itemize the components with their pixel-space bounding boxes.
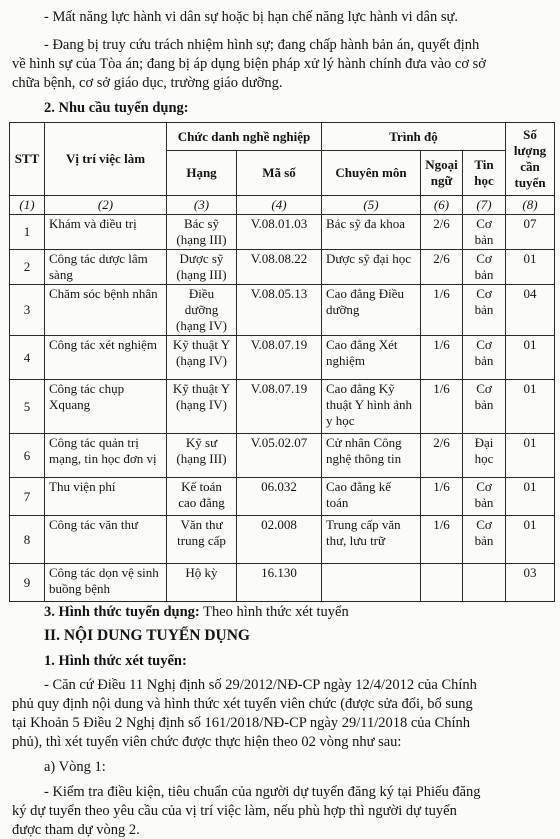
cell-quota: 01	[506, 380, 555, 434]
header-foreign-language: Ngoại ngữ	[421, 151, 463, 196]
cell-stt: 3	[10, 285, 45, 336]
cell-foreign-language: 1/6	[421, 285, 463, 336]
table-row	[10, 380, 555, 434]
cell-rank: Kế toán cao đẳng	[167, 478, 237, 516]
cell-stt: 2	[10, 250, 45, 285]
cell-code: 02.008	[237, 516, 322, 564]
cell-rank: Dược sỹ (hạng III)	[167, 250, 237, 285]
paragraph-round1-line1: - Kiểm tra điều kiện, tiêu chuẩn của người dự tuyển đăng ký tại Phiếu đăng	[44, 784, 481, 800]
heading-selection-form: 1. Hình thức xét tuyển:	[44, 653, 187, 669]
cell-stt: 7	[10, 478, 45, 516]
index-cell: (5)	[322, 196, 421, 215]
header-stt: STT	[10, 123, 45, 196]
cell-it: Cơ bản	[463, 380, 506, 434]
index-cell: (3)	[167, 196, 237, 215]
cell-code: V.08.07.19	[237, 380, 322, 434]
paragraph-legal-basis-line1: - Căn cứ Điều 11 Nghị định số 29/2012/NĐ-CP ngày 12/4/2012 của Chính	[44, 677, 477, 693]
cell-foreign-language	[421, 564, 463, 602]
cell-foreign-language: 2/6	[421, 215, 463, 250]
cell-rank: Điều dưỡng (hạng IV)	[167, 285, 237, 336]
heading-recruitment-content: II. NỘI DUNG TUYỂN DỤNG	[44, 627, 250, 644]
paragraph-legal-basis-line4: phủ), thì xét tuyển viên chức được thực hiện theo 02 vòng như sau:	[12, 734, 402, 750]
paragraph-prosecuted-line3: chữa bệnh, cơ sở giáo dục, trường giáo dưỡng.	[12, 75, 283, 91]
table-row	[10, 478, 555, 516]
cell-specialty: Cao đẳng Điều dưỡng	[322, 285, 421, 336]
cell-quota: 01	[506, 250, 555, 285]
table-row	[10, 564, 555, 602]
cell-quota: 01	[506, 336, 555, 380]
cell-stt: 8	[10, 516, 45, 564]
table-header-row	[10, 123, 555, 151]
header-quota: Số lượng cần tuyển	[506, 123, 555, 196]
paragraph-legal-basis-line3: tại Khoản 5 Điều 2 Nghị định số 161/2018/NĐ-CP ngày 29/11/2018 của Chính	[12, 715, 471, 731]
cell-position: Thu viện phí	[45, 478, 167, 516]
cell-code: V.08.05.13	[237, 285, 322, 336]
cell-specialty: Cao đẳng Xét nghiệm	[322, 336, 421, 380]
cell-stt: 6	[10, 434, 45, 478]
cell-position: Công tác quản trị mạng, tin học đơn vị	[45, 434, 167, 478]
cell-specialty: Cao đẳng Kỹ thuật Y hình ảnh y học	[322, 380, 421, 434]
cell-specialty: Bác sỹ đa khoa	[322, 215, 421, 250]
cell-foreign-language: 1/6	[421, 478, 463, 516]
cell-rank: Kỹ thuật Y (hạng IV)	[167, 380, 237, 434]
cell-quota: 01	[506, 434, 555, 478]
cell-foreign-language: 2/6	[421, 250, 463, 285]
cell-it: Cơ bản	[463, 215, 506, 250]
table-row	[10, 516, 555, 564]
table-row	[10, 250, 555, 285]
paragraph-prosecuted-line2: về hình sự của Tòa án; đang bị áp dụng biện pháp xử lý hành chính đưa vào cơ sở	[12, 56, 486, 72]
cell-quota: 01	[506, 478, 555, 516]
index-cell: (1)	[10, 196, 45, 215]
paragraph-incapacity: - Mất năng lực hành vi dân sự hoặc bị hạn chế năng lực hành vi dân sự.	[44, 9, 458, 25]
cell-code: V.08.08.22	[237, 250, 322, 285]
index-cell: (8)	[506, 196, 555, 215]
cell-position: Công tác dọn vệ sinh buồng bệnh	[45, 564, 167, 602]
paragraph-round1-line3: được tham dự vòng 2.	[12, 822, 140, 838]
cell-specialty: Cao đẳng kế toán	[322, 478, 421, 516]
cell-code: V.08.07.19	[237, 336, 322, 380]
table-index-row	[10, 196, 555, 215]
index-cell: (4)	[237, 196, 322, 215]
section-recruitment-form-label: 3. Hình thức tuyển dụng:	[44, 604, 200, 620]
index-cell: (2)	[45, 196, 167, 215]
cell-position: Khám và điều trị	[45, 215, 167, 250]
section-heading-recruitment-needs: 2. Nhu cầu tuyển dụng:	[44, 100, 189, 116]
header-code: Mã số	[237, 151, 322, 196]
cell-position: Công tác chụp Xquang	[45, 380, 167, 434]
header-it: Tin học	[463, 151, 506, 196]
paragraph-round1-line2: ký dự tuyển theo yêu cầu của vị trí việc làm, nếu phù hợp thì người dự tuyển	[12, 803, 457, 819]
cell-quota: 01	[506, 516, 555, 564]
cell-foreign-language: 1/6	[421, 380, 463, 434]
cell-foreign-language: 1/6	[421, 516, 463, 564]
cell-specialty: Cử nhân Công nghệ thông tin	[322, 434, 421, 478]
cell-quota: 07	[506, 215, 555, 250]
cell-stt: 5	[10, 380, 45, 434]
cell-stt: 9	[10, 564, 45, 602]
cell-stt: 1	[10, 215, 45, 250]
header-level-group: Trình độ	[322, 123, 506, 151]
cell-quota: 04	[506, 285, 555, 336]
cell-position: Công tác xét nghiệm	[45, 336, 167, 380]
paragraph-prosecuted-line1: - Đang bị truy cứu trách nhiệm hình sự; đang chấp hành bản án, quyết định	[44, 37, 480, 53]
cell-foreign-language: 1/6	[421, 336, 463, 380]
section-recruitment-form	[0, 603, 560, 621]
header-title-group: Chức danh nghề nghiệp	[167, 123, 322, 151]
cell-it: Cơ bản	[463, 516, 506, 564]
cell-specialty: Dược sỹ đại học	[322, 250, 421, 285]
cell-it: Cơ bản	[463, 336, 506, 380]
cell-code: 16.130	[237, 564, 322, 602]
cell-specialty	[322, 564, 421, 602]
cell-position: Chăm sóc bệnh nhân	[45, 285, 167, 336]
heading-round-1: a) Vòng 1:	[44, 759, 106, 775]
cell-specialty: Trung cấp văn thư, lưu trữ	[322, 516, 421, 564]
header-rank: Hạng	[167, 151, 237, 196]
table-row	[10, 336, 555, 380]
cell-it: Cơ bản	[463, 478, 506, 516]
index-cell: (7)	[463, 196, 506, 215]
cell-foreign-language: 2/6	[421, 434, 463, 478]
table-row	[10, 215, 555, 250]
table-row	[10, 434, 555, 478]
cell-rank: Kỹ thuật Y (hạng IV)	[167, 336, 237, 380]
recruitment-table	[9, 122, 555, 602]
cell-rank: Văn thư trung cấp	[167, 516, 237, 564]
cell-it: Cơ bản	[463, 250, 506, 285]
header-position: Vị trí việc làm	[45, 123, 167, 196]
table-row	[10, 285, 555, 336]
cell-it: Cơ bản	[463, 285, 506, 336]
section-recruitment-form-value: Theo hình thức xét tuyển	[199, 604, 349, 620]
cell-position: Công tác dược lâm sàng	[45, 250, 167, 285]
cell-code: V.08.01.03	[237, 215, 322, 250]
cell-quota: 03	[506, 564, 555, 602]
cell-code: 06.032	[237, 478, 322, 516]
cell-rank: Bác sỹ (hạng III)	[167, 215, 237, 250]
cell-it	[463, 564, 506, 602]
cell-position: Công tác văn thư	[45, 516, 167, 564]
paragraph-legal-basis-line2: phủ quy định nội dung và hình thức xét tuyển viên chức (được sửa đổi, bổ sung	[12, 696, 473, 712]
header-specialty: Chuyên môn	[322, 151, 421, 196]
cell-stt: 4	[10, 336, 45, 380]
cell-rank: Kỹ sư (hạng III)	[167, 434, 237, 478]
cell-rank: Hộ kỳ	[167, 564, 237, 602]
cell-code: V.05.02.07	[237, 434, 322, 478]
cell-it: Đại học	[463, 434, 506, 478]
index-cell: (6)	[421, 196, 463, 215]
